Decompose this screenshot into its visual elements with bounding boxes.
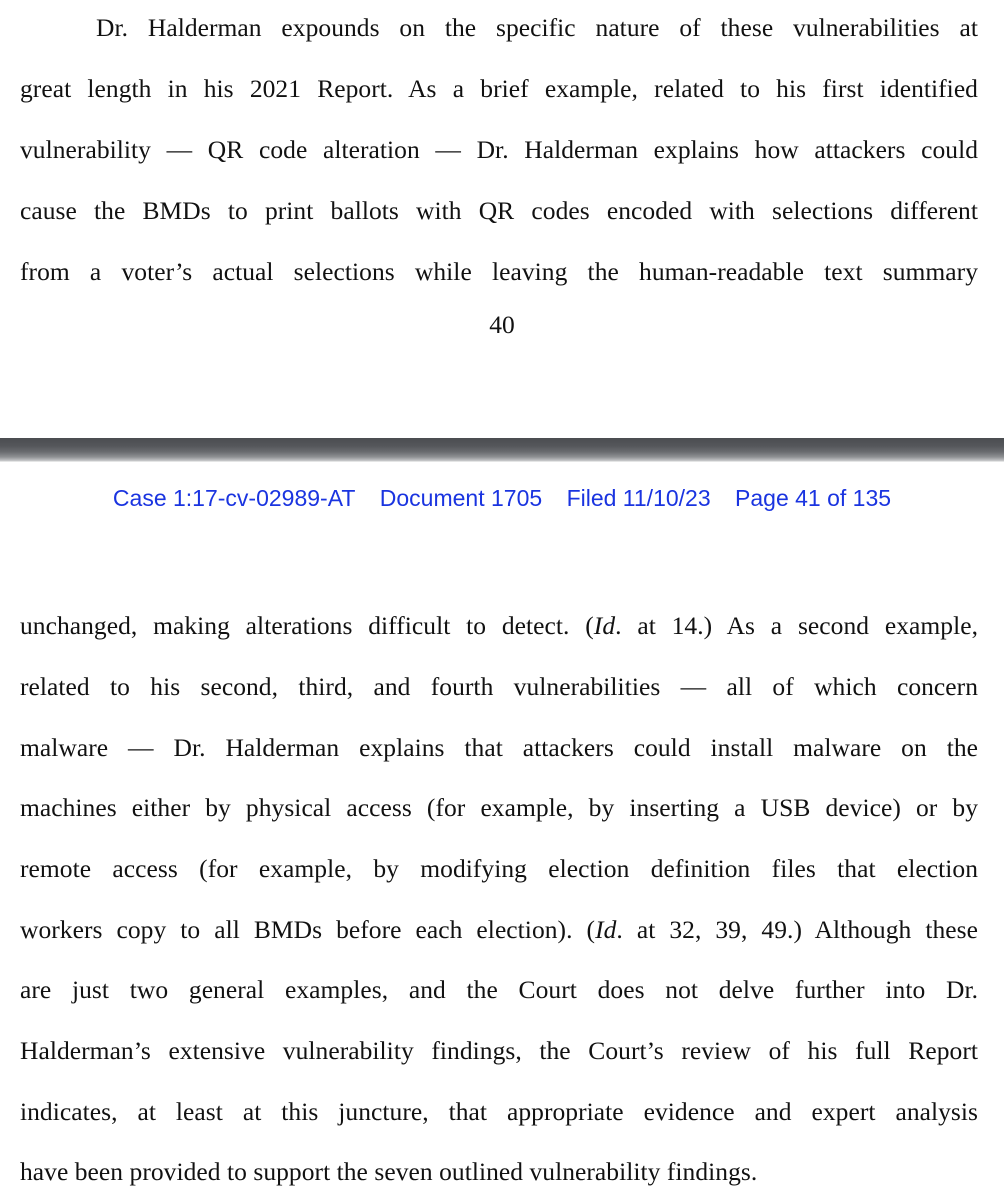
page-count: Page 41 of 135: [735, 485, 892, 511]
paragraph-line: malware — Dr. Halderman explains that attackers could install malware on the: [20, 733, 978, 762]
paragraph-line: indicates, at least at this juncture, that appropriate evidence and expert analysis: [20, 1097, 978, 1126]
page-41-top: [0, 462, 1004, 1200]
paragraph-line: great length in his 2021 Report. As a brief example, related to his first identified: [20, 74, 978, 103]
page-divider: [0, 438, 1004, 462]
filed-date: Filed 11/10/23: [566, 485, 711, 511]
paragraph-line: unchanged, making alterations difficult to detect. (Id. at 14.) As a second example,: [20, 611, 978, 640]
paragraph-line: are just two general examples, and the Court does not delve further into Dr.: [20, 975, 978, 1004]
paragraph-line: workers copy to all BMDs before each election). (Id. at 32, 39, 49.) Although these: [20, 915, 978, 944]
paragraph-line: related to his second, third, and fourth vulnerabilities — all of which concern: [20, 672, 978, 701]
case-header: [0, 481, 1004, 515]
page-40-bottom: [0, 0, 1004, 438]
paragraph-line: cause the BMDs to print ballots with QR codes encoded with selections different: [20, 196, 978, 225]
case-number: Case 1:17-cv-02989-AT: [112, 485, 356, 511]
paragraph-line: Halderman’s extensive vulnerability findings, the Court’s review of his full Report: [20, 1036, 978, 1065]
paragraph-line: vulnerability — QR code alteration — Dr. Halderman explains how attackers could: [20, 135, 978, 164]
document-number: Document 1705: [379, 485, 543, 511]
paragraph-line: remote access (for example, by modifying election definition files that election: [20, 854, 978, 883]
paragraph-line: from a voter’s actual selections while leaving the human-readable text summary: [20, 257, 978, 286]
page-number: 40: [489, 310, 515, 339]
paragraph-line: Dr. Halderman expounds on the specific nature of these vulnerabilities at: [96, 13, 978, 42]
citation-id: Id: [593, 611, 616, 640]
paragraph-line: have been provided to support the seven outlined vulnerability findings.: [20, 1157, 758, 1186]
paragraph-line: machines either by physical access (for example, by inserting a USB device) or by: [20, 793, 978, 822]
citation-id: Id: [595, 915, 617, 944]
